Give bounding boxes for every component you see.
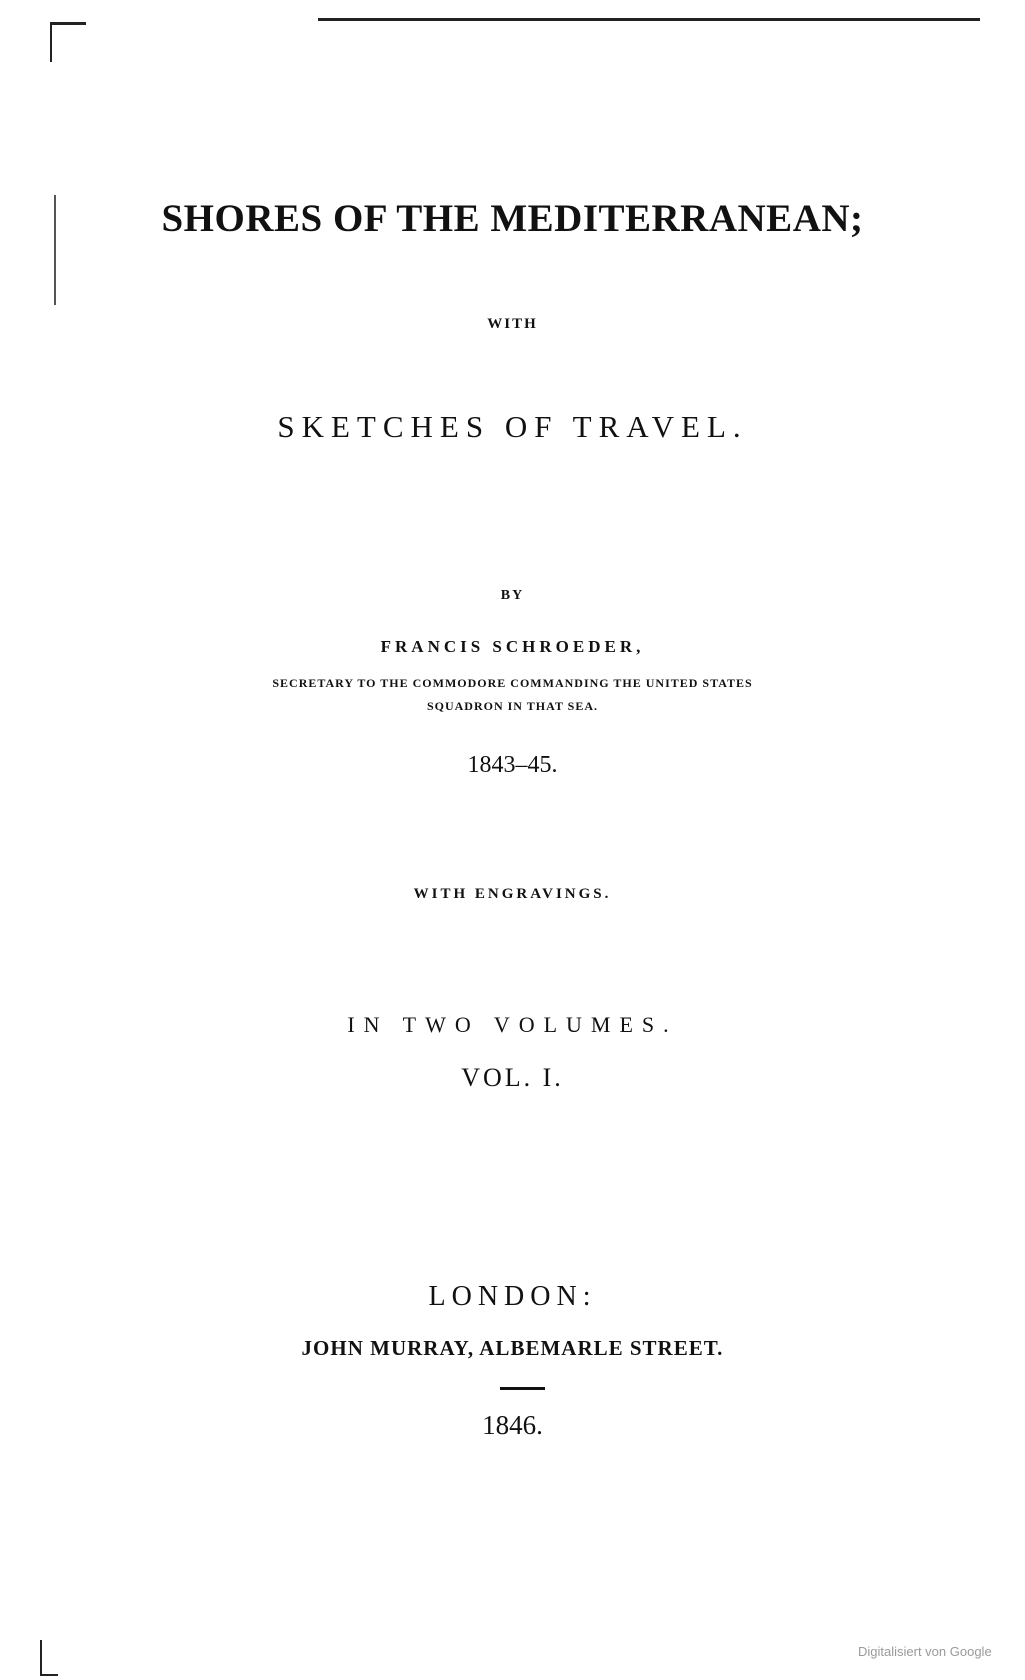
by-label: BY: [500, 588, 525, 603]
scan-top-rule: [318, 18, 980, 21]
volume-number: VOL. I.: [461, 1063, 564, 1092]
digitization-credit: Digitalisiert von Google: [858, 1644, 992, 1659]
book-title: SHORES OF THE MEDITERRANEAN;: [161, 197, 864, 240]
author-role-line-2: SQUADRON IN THAT SEA.: [426, 699, 599, 713]
date-divider-rule: [500, 1387, 545, 1390]
author-name: FRANCIS SCHROEDER,: [380, 637, 645, 656]
engravings-note: WITH ENGRAVINGS.: [413, 886, 612, 902]
scan-bottom-corner-mark: [40, 1640, 42, 1676]
book-subtitle: SKETCHES OF TRAVEL.: [277, 409, 748, 444]
publication-date: 1846.: [482, 1410, 543, 1440]
scan-corner-mark-vertical: [50, 22, 52, 62]
volume-count: IN TWO VOLUMES.: [347, 1012, 678, 1037]
scan-bottom-corner-mark-horizontal: [40, 1674, 58, 1676]
scan-corner-mark: [50, 22, 86, 25]
travel-years: 1843–45.: [467, 752, 558, 778]
with-label: WITH: [487, 316, 538, 332]
publisher: JOHN MURRAY, ALBEMARLE STREET.: [301, 1336, 724, 1360]
author-role-line-1: SECRETARY TO THE COMMODORE COMMANDING THE UNITED STATES: [272, 676, 753, 690]
publication-city: LONDON:: [428, 1281, 597, 1312]
